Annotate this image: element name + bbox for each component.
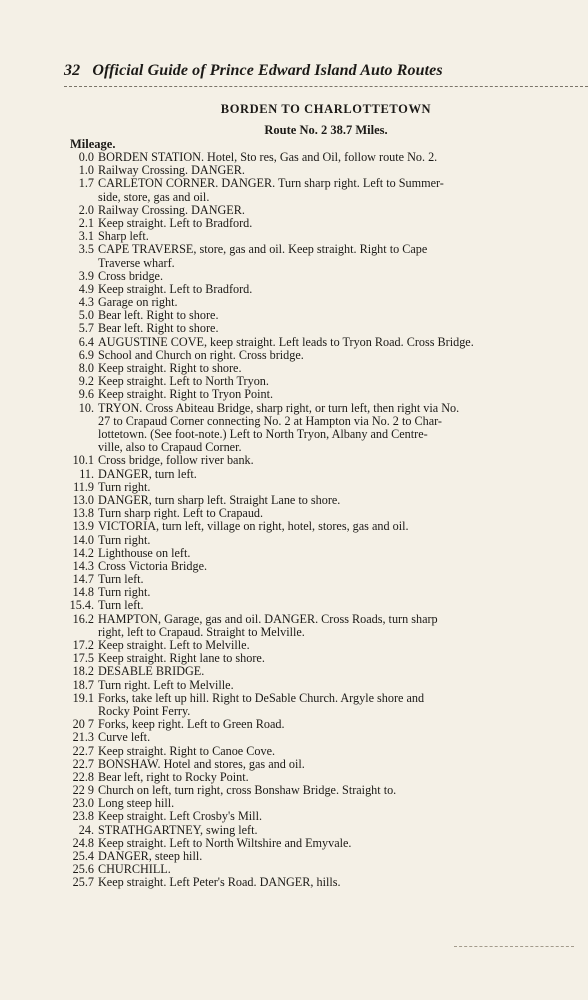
direction-text: Turn right. [98, 479, 151, 494]
route-entry [0, 810, 588, 823]
direction-text-continued: side, store, gas and oil. [98, 189, 210, 204]
route-log [0, 151, 588, 890]
direction-text: Keep straight. Left Crosby's Mill. [98, 809, 262, 824]
direction-text: Keep straight. Left to North Tryon. [98, 374, 269, 389]
direction-text: Sharp left. [98, 229, 149, 244]
route-entry [0, 692, 588, 718]
direction-text: VICTORIA, turn left, village on right, hotel, stores, gas and oil. [98, 519, 409, 534]
route-entry [0, 547, 588, 560]
mileage-value: 9.2 [78, 374, 94, 389]
footer-rule [454, 946, 574, 947]
route-entry [0, 665, 588, 678]
route-entry [0, 520, 588, 533]
direction-text: DESABLE BRIDGE. [98, 664, 205, 679]
mileage-value: 14.7 [72, 572, 94, 587]
route-entry [0, 402, 588, 455]
route-entry [0, 454, 588, 467]
mileage-value: 1.7 [78, 176, 94, 191]
mileage-value: 24.8 [72, 835, 94, 850]
direction-text: Long steep hill. [98, 796, 175, 811]
mileage-value: 4.3 [78, 295, 94, 310]
mileage-value: 11.9 [73, 479, 94, 494]
direction-text-continued: lottetown. (See foot-note.) Left to North Tryon, Albany and Centre- [98, 426, 428, 441]
direction-text: Cross Victoria Bridge. [98, 558, 208, 573]
direction-text: Keep straight. Left Peter's Road. DANGER, hills. [98, 875, 341, 890]
route-subtitle: Route No. 2 38.7 Miles. [264, 123, 388, 137]
route-entry [0, 481, 588, 494]
direction-text: Turn sharp right. Left to Crapaud. [98, 506, 264, 521]
mileage-value: 6.4 [78, 334, 94, 349]
mileage-value: 5.7 [78, 321, 94, 336]
mileage-value: 10. [78, 400, 94, 415]
direction-text: Bear left, right to Rocky Point. [98, 769, 249, 784]
direction-text: Keep straight. Left to Bradford. [98, 215, 253, 230]
mileage-value: 15.4. [69, 598, 94, 613]
direction-text: HAMPTON, Garage, gas and oil. DANGER. Cross Roads, turn sharp [98, 611, 438, 626]
direction-text: CARLETON CORNER. DANGER. Turn sharp right. Left to Summer- [98, 176, 444, 191]
direction-text: Cross bridge, follow river bank. [98, 453, 254, 468]
mileage-value: 14.8 [72, 585, 94, 600]
mileage-value: 18.2 [72, 664, 94, 679]
direction-text: Bear left. Right to shore. [98, 321, 219, 336]
direction-text: Turn left. [98, 572, 144, 587]
direction-text: Garage on right. [98, 295, 178, 310]
mileage-value: 23.8 [72, 809, 94, 824]
direction-text: DANGER, steep hill. [98, 849, 203, 864]
direction-text: Keep straight. Left to Bradford. [98, 281, 253, 296]
mileage-value: 9.6 [78, 387, 94, 402]
mileage-value: 5.0 [78, 308, 94, 323]
mileage-value: 0.0 [78, 150, 94, 164]
page-number: 32 [64, 62, 81, 79]
mileage-value: 4.9 [78, 281, 94, 296]
route-entry [0, 243, 588, 269]
direction-text: TRYON. Cross Abiteau Bridge, sharp right, or turn left, then right via No. [98, 400, 460, 415]
mileage-value: 3.5 [78, 242, 94, 257]
mileage-value: 22.8 [72, 769, 94, 784]
route-entry [0, 745, 588, 758]
mileage-value: 18.7 [72, 677, 94, 692]
route-entry [0, 679, 588, 692]
route-entry [0, 468, 588, 481]
route-entry [0, 731, 588, 744]
direction-text: Church on left, turn right, cross Bonshaw Bridge. Straight to. [98, 783, 397, 798]
direction-text: Keep straight. Right lane to shore. [98, 651, 265, 666]
route-entry [0, 270, 588, 283]
direction-text-continued: Rocky Point Ferry. [98, 703, 191, 718]
mileage-value: 13.8 [72, 506, 94, 521]
mileage-value: 19.1 [72, 690, 94, 705]
mileage-value: 17.5 [72, 651, 94, 666]
direction-text: Keep straight. Left to Melville. [98, 638, 250, 653]
mileage-value: 25.7 [72, 875, 94, 890]
mileage-value: 22.7 [72, 743, 94, 758]
mileage-value: 2.1 [78, 215, 94, 230]
mileage-value: 21.3 [72, 730, 94, 745]
direction-text: Turn right. [98, 532, 151, 547]
direction-text: Lighthouse on left. [98, 545, 191, 560]
direction-text: Turn right. [98, 585, 151, 600]
mileage-value: 10.1 [72, 453, 94, 468]
direction-text: AUGUSTINE COVE, keep straight. Left leads to Tryon Road. Cross Bridge. [98, 334, 474, 349]
direction-text: CHURCHILL. [98, 862, 171, 877]
mileage-value: 13.9 [72, 519, 94, 534]
direction-text: Forks, keep right. Left to Green Road. [98, 717, 285, 732]
route-entry [0, 824, 588, 837]
mileage-value: 3.9 [78, 268, 94, 283]
mileage-value: 22 9 [72, 783, 94, 798]
mileage-value: 16.2 [72, 611, 94, 626]
mileage-value: 22.7 [72, 756, 94, 771]
mileage-value: 23.0 [72, 796, 94, 811]
direction-text: Cross bridge. [98, 268, 163, 283]
direction-text: Keep straight. Right to Canoe Cove. [98, 743, 276, 758]
direction-text-continued: ville, also to Crapaud Corner. [98, 440, 242, 455]
direction-text-continued: right, left to Crapaud. Straight to Melville. [98, 624, 305, 639]
route-entry [0, 204, 588, 217]
direction-text: Keep straight. Left to North Wiltshire and Emyvale. [98, 835, 352, 850]
mileage-value: 17.2 [72, 638, 94, 653]
direction-text: Forks, take left up hill. Right to DeSable Church. Argyle shore and [98, 690, 425, 705]
route-entry [0, 336, 588, 349]
direction-text: BORDEN STATION. Hotel, Sto res, Gas and Oil, follow route No. 2. [98, 150, 438, 164]
route-entry [0, 599, 588, 612]
route-entry [0, 876, 588, 889]
mileage-value: 2.0 [78, 202, 94, 217]
direction-text: Keep straight. Right to Tryon Point. [98, 387, 274, 402]
direction-text: DANGER, turn left. [98, 466, 197, 481]
route-entry [0, 322, 588, 335]
direction-text: BONSHAW. Hotel and stores, gas and oil. [98, 756, 305, 771]
route-entry [0, 177, 588, 203]
book-title: Official Guide of Prince Edward Island Auto Routes [92, 62, 443, 79]
mileage-value: 13.0 [72, 492, 94, 507]
direction-text: Curve left. [98, 730, 151, 745]
direction-text: Railway Crossing. DANGER. [98, 163, 245, 178]
route-entry [0, 613, 588, 639]
route-title: BORDEN TO CHARLOTTETOWN [220, 102, 432, 116]
mileage-value: 20 7 [72, 717, 94, 732]
mileage-value: 6.9 [78, 347, 94, 362]
direction-text: School and Church on right. Cross bridge. [98, 347, 304, 362]
mileage-value: 3.1 [78, 229, 94, 244]
running-header [64, 62, 584, 80]
direction-text: Bear left. Right to shore. [98, 308, 219, 323]
direction-text: STRATHGARTNEY, swing left. [98, 822, 258, 837]
mileage-value: 11. [79, 466, 94, 481]
mileage-value: 14.3 [72, 558, 94, 573]
route-entry [0, 534, 588, 547]
direction-text: Turn left. [98, 598, 144, 613]
mileage-value: 14.0 [72, 532, 94, 547]
direction-text: CAPE TRAVERSE, store, gas and oil. Keep straight. Right to Cape [98, 242, 428, 257]
mileage-value: 1.0 [78, 163, 94, 178]
direction-text: Turn right. Left to Melville. [98, 677, 234, 692]
direction-text: Keep straight. Right to shore. [98, 361, 242, 376]
direction-text: Railway Crossing. DANGER. [98, 202, 245, 217]
direction-text: DANGER, turn sharp left. Straight Lane to shore. [98, 492, 341, 507]
mileage-heading: Mileage. [70, 137, 116, 151]
mileage-value: 8.0 [78, 361, 94, 376]
mileage-value: 14.2 [72, 545, 94, 560]
mileage-value: 25.4 [72, 849, 94, 864]
direction-text-continued: Traverse wharf. [98, 255, 175, 270]
mileage-value: 25.6 [72, 862, 94, 877]
mileage-value: 24. [78, 822, 94, 837]
route-entry [0, 388, 588, 401]
header-rule [64, 86, 588, 87]
route-entry [0, 758, 588, 771]
direction-text-continued: 27 to Crapaud Corner connecting No. 2 at Hampton via No. 2 to Char- [98, 413, 442, 428]
